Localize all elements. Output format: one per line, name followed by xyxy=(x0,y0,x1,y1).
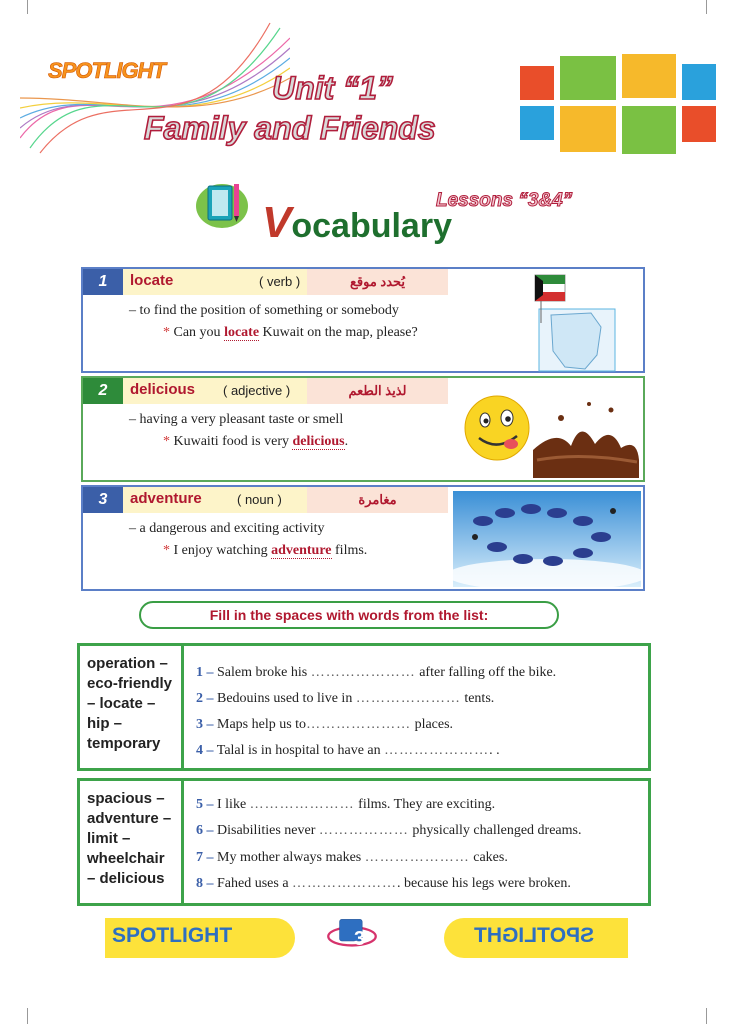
exercise-instruction: Fill in the spaces with words from the list: xyxy=(139,601,559,629)
skydivers-icon xyxy=(453,491,641,587)
question: 6 – Disabilities never ……………… physically challenged dreams. xyxy=(196,823,582,838)
answer-blank[interactable]: ………………… xyxy=(310,665,416,680)
example-keyword: adventure xyxy=(271,543,332,558)
part-of-speech: ( verb ) xyxy=(259,274,301,289)
question: 2 – Bedouins used to live in ………………… tents. xyxy=(196,691,495,706)
word-list-item: hip – xyxy=(87,715,123,732)
question: 4 – Talal is in hospital to have an …………………. . xyxy=(196,743,500,758)
arabic-translation: يُحدد موقع xyxy=(307,269,448,295)
vocab-card-adventure xyxy=(81,485,645,591)
word-list xyxy=(80,646,184,768)
vocab-card-delicious xyxy=(81,376,645,482)
answer-blank[interactable]: ……………… xyxy=(318,823,409,838)
crop-mark xyxy=(27,1008,28,1024)
yummy-emoji-chocolate-icon xyxy=(461,388,641,480)
example-sentence: * Can you locate Kuwait on the map, please? xyxy=(163,325,418,340)
definition: – to find the position of something or somebody xyxy=(129,303,399,318)
example-keyword: delicious xyxy=(292,434,345,449)
word-list-item: wheelchair xyxy=(87,850,165,867)
example-keyword: locate xyxy=(224,325,260,340)
vocab-word: delicious xyxy=(130,381,196,398)
footer-brand-right: SPOTLIGHT xyxy=(474,924,595,947)
section-title xyxy=(262,198,452,248)
vocab-word: adventure xyxy=(130,490,202,507)
kuwait-map-icon xyxy=(531,271,617,373)
question: 3 – Maps help us to………………… places. xyxy=(196,717,454,732)
answer-blank[interactable]: ………………… xyxy=(355,691,461,706)
word-list xyxy=(80,781,184,903)
exercise-group-1 xyxy=(77,643,651,771)
question: 7 – My mother always makes ………………… cakes. xyxy=(196,850,508,865)
arabic-translation: مغامرة xyxy=(307,487,448,513)
lessons-label: Lessons “3&4” xyxy=(436,190,573,211)
vocab-number: 2 xyxy=(83,378,123,404)
notebook-icon xyxy=(196,180,252,230)
crop-mark xyxy=(706,0,707,14)
vocab-card-locate xyxy=(81,267,645,373)
question: 1 – Salem broke his ………………… after falling off the bike. xyxy=(196,665,557,680)
vocab-word: locate xyxy=(130,272,174,289)
vocab-number: 1 xyxy=(83,269,123,295)
footer-brand-left: SPOTLIGHT xyxy=(112,924,233,947)
answer-blank[interactable]: ………………… xyxy=(384,743,490,758)
unit-subtitle: Family and Friends xyxy=(144,110,436,146)
answer-blank[interactable]: ………………… xyxy=(306,717,412,732)
example-sentence: * Kuwaiti food is very delicious. xyxy=(163,434,349,449)
page-number: 3 xyxy=(354,928,366,950)
section-title-initial: V xyxy=(262,198,292,247)
example-sentence: * I enjoy watching adventure films. xyxy=(163,543,368,558)
arabic-translation: لذيذ الطعم xyxy=(307,378,448,404)
answer-blank[interactable]: ………………… xyxy=(249,797,355,812)
question: 5 – I like ………………… films. They are exciting. xyxy=(196,797,496,812)
crop-mark xyxy=(27,0,28,14)
definition: – a dangerous and exciting activity xyxy=(129,521,325,536)
brand-logo: SPOTLIGHT xyxy=(48,58,165,83)
exercise-group-2 xyxy=(77,778,651,906)
part-of-speech: ( noun ) xyxy=(237,492,282,507)
question: 8 – Fahed uses a …………………. because his legs were broken. xyxy=(196,876,571,891)
word-list-item: – delicious xyxy=(87,870,165,887)
word-list-item: limit – xyxy=(87,830,131,847)
color-tiles-icon xyxy=(518,52,718,158)
page-number-badge-icon xyxy=(326,914,378,952)
unit-title: Unit “1” xyxy=(272,70,393,106)
answer-blank[interactable]: ………………… xyxy=(292,876,398,891)
word-list-item: spacious – xyxy=(87,790,165,807)
definition: – having a very pleasant taste or smell xyxy=(129,412,344,427)
part-of-speech: ( adjective ) xyxy=(223,383,291,398)
word-list-item: temporary xyxy=(87,735,161,752)
word-list-item: – locate – xyxy=(87,695,156,712)
crop-mark xyxy=(706,1008,707,1024)
word-list-item: adventure – xyxy=(87,810,172,827)
word-list-item: operation – xyxy=(87,655,168,672)
answer-blank[interactable]: ………………… xyxy=(364,850,470,865)
word-list-item: eco-friendly xyxy=(87,675,173,692)
section-title-rest: ocabulary xyxy=(291,207,452,245)
vocab-number: 3 xyxy=(83,487,123,513)
